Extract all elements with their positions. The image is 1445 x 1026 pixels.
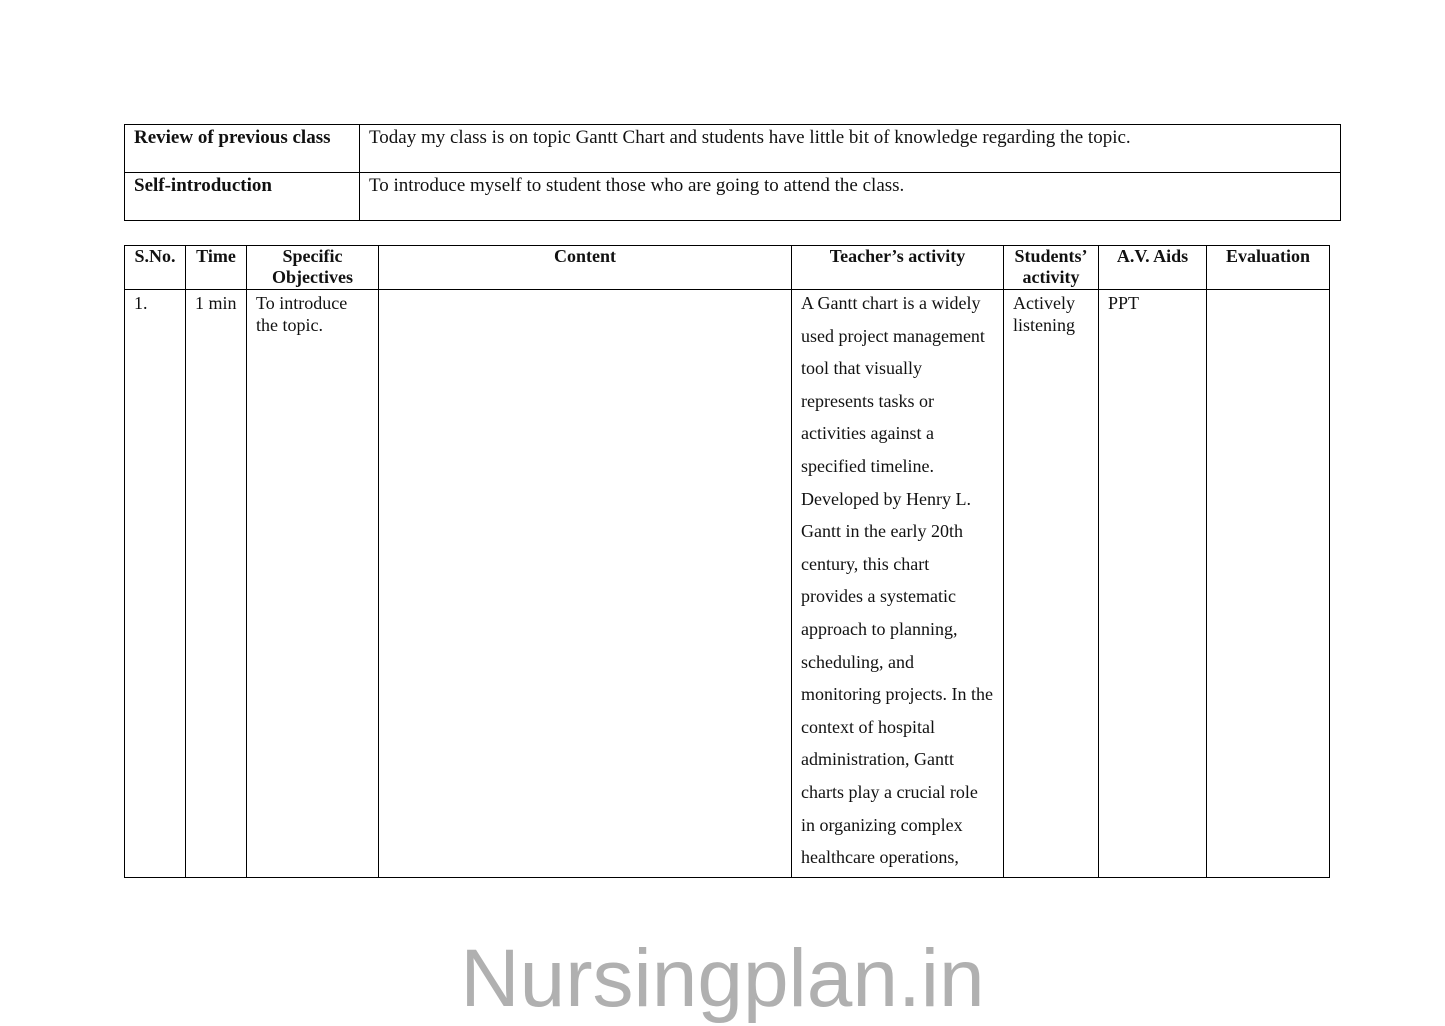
header-time: Time — [186, 246, 247, 290]
header-content: Content — [379, 246, 792, 290]
header-evaluation: Evaluation — [1207, 246, 1330, 290]
header-objectives: Specific Objectives — [247, 246, 379, 290]
table-row — [125, 290, 1330, 878]
cell-content — [379, 290, 792, 878]
cell-teacher-activity — [792, 290, 1004, 878]
lesson-plan-table — [124, 245, 1330, 878]
self-intro-label: Self-introduction — [125, 173, 360, 221]
teacher-activity-text: A Gantt chart is a widely used project management tool that visually represents tasks or activities against a specified timeline. Developed by Henry L. Gantt in the early 20th century, this chart provides a systematic approach to planning, scheduling, and monitoring projects. In the context of hospital administration, Gantt charts play a crucial role in organizing complex healthcare operations, — [801, 293, 993, 868]
watermark-text: Nursingplan.in — [460, 933, 985, 1024]
header-row — [125, 246, 1330, 290]
header-students-activity: Students’ activity — [1004, 246, 1099, 290]
review-value: Today my class is on topic Gantt Chart and students have little bit of knowledge regarding the topic. — [360, 125, 1341, 173]
cell-sno: 1. — [125, 290, 186, 878]
header-teacher-activity: Teacher’s activity — [792, 246, 1004, 290]
table-row — [125, 173, 1341, 221]
cell-objectives: To introduce the topic. — [247, 290, 379, 878]
header-av-aids: A.V. Aids — [1099, 246, 1207, 290]
cell-time: 1 min — [186, 290, 247, 878]
header-sno: S.No. — [125, 246, 186, 290]
cell-av-aids: PPT — [1099, 290, 1207, 878]
cell-evaluation — [1207, 290, 1330, 878]
cell-students-activity: Actively listening — [1004, 290, 1099, 878]
intro-table — [124, 124, 1341, 221]
table-row — [125, 125, 1341, 173]
self-intro-value: To introduce myself to student those who are going to attend the class. — [360, 173, 1341, 221]
review-label: Review of previous class — [125, 125, 360, 173]
